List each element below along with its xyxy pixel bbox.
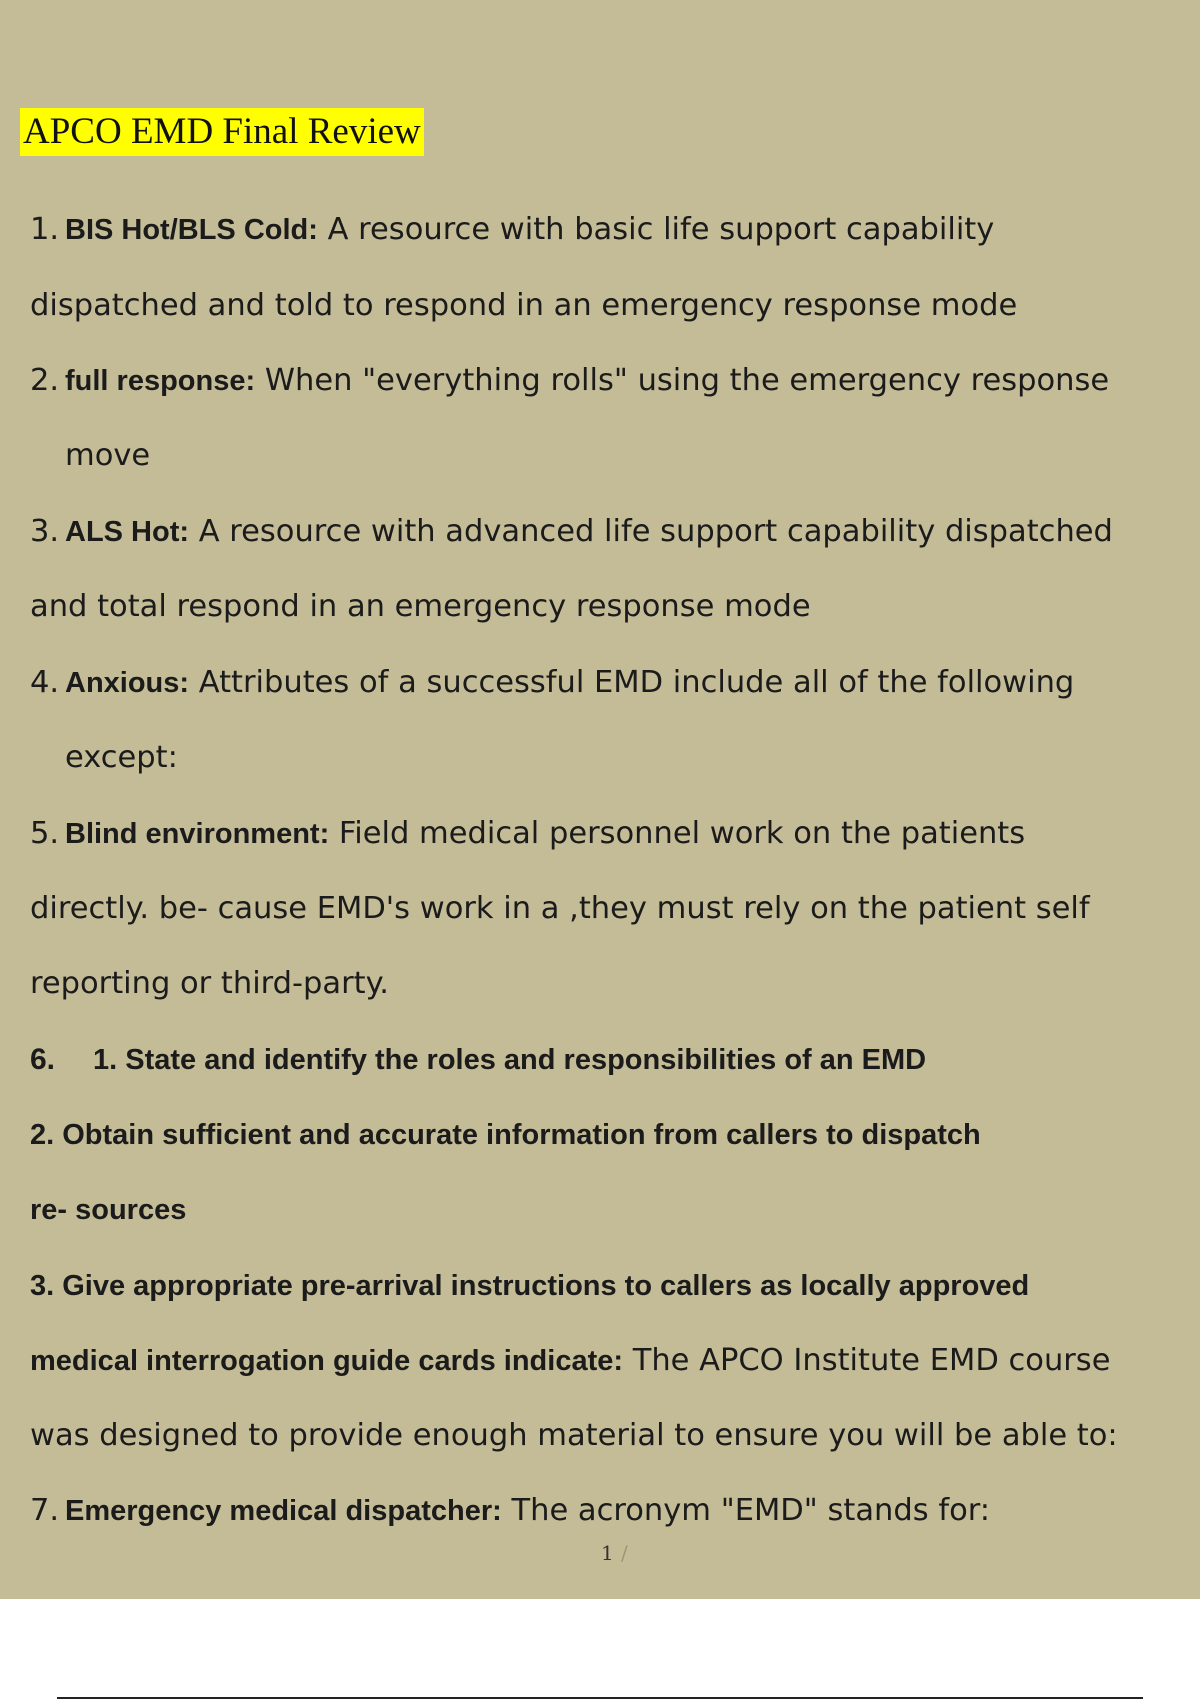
- item-number: 4.: [30, 665, 60, 700]
- item-line-continued: was designed to provide enough material to ensure you will be able to:: [30, 1418, 1118, 1453]
- item-term: Emergency medical dispatcher:: [65, 1495, 502, 1527]
- item-line: [65, 1491, 990, 1531]
- item-number: 2.: [30, 363, 60, 398]
- item-number: 3.: [30, 514, 60, 549]
- item-line: [65, 814, 1025, 854]
- page-separator: /: [621, 1541, 628, 1565]
- footer-divider: [57, 1697, 1143, 1699]
- item-definition: Attributes of a successful EMD include all of the following: [189, 665, 1075, 700]
- item-number: 7.: [30, 1493, 60, 1528]
- item-line-continued: except:: [65, 740, 178, 775]
- item-definition: The acronym "EMD" stands for:: [501, 1493, 991, 1528]
- document-title: APCO EMD Final Review: [20, 108, 424, 156]
- item-term-line: 3. Give appropriate pre-arrival instructions to callers as locally approved: [30, 1270, 1030, 1302]
- item-line-continued: and total respond in an emergency response mode: [30, 589, 811, 624]
- item-term: Blind environment:: [65, 818, 330, 850]
- item-definition: A resource with basic life support capability: [317, 212, 995, 247]
- item-definition: A resource with advanced life support capability dispatched: [189, 514, 1113, 549]
- item-term: BIS Hot/BLS Cold:: [65, 214, 318, 246]
- item-term-line: 2. Obtain sufficient and accurate information from callers to dispatch: [30, 1119, 981, 1151]
- item-term: Anxious:: [65, 667, 190, 699]
- item-definition: The APCO Institute EMD course: [623, 1343, 1111, 1378]
- item-number: 6.: [30, 1043, 56, 1076]
- item-line: [65, 512, 1113, 552]
- item-definition: Field medical personnel work on the patients: [329, 816, 1026, 851]
- item-line-continued: move: [65, 438, 151, 473]
- item-number: 5.: [30, 816, 60, 851]
- item-line-continued: dispatched and told to respond in an emergency response mode: [30, 288, 1018, 323]
- item-line: [65, 663, 1074, 703]
- item-term-line: 1. State and identify the roles and responsibilities of an EMD: [93, 1044, 927, 1076]
- item-definition: When "everything rolls" using the emergency response: [255, 363, 1110, 398]
- item-line: [30, 1341, 1110, 1381]
- item-term-line: re- sources: [30, 1194, 187, 1226]
- item-term: medical interrogation guide cards indicate:: [30, 1345, 624, 1377]
- item-term: ALS Hot:: [65, 516, 190, 548]
- item-number: 1.: [30, 212, 60, 247]
- item-line-continued: reporting or third-party.: [30, 966, 389, 1001]
- item-term: full response:: [65, 365, 256, 397]
- item-line-continued: directly. be- cause EMD's work in a ,they must rely on the patient self: [30, 891, 1090, 926]
- item-line: [65, 210, 994, 250]
- page-number: 1: [601, 1541, 614, 1565]
- item-line: [65, 361, 1109, 401]
